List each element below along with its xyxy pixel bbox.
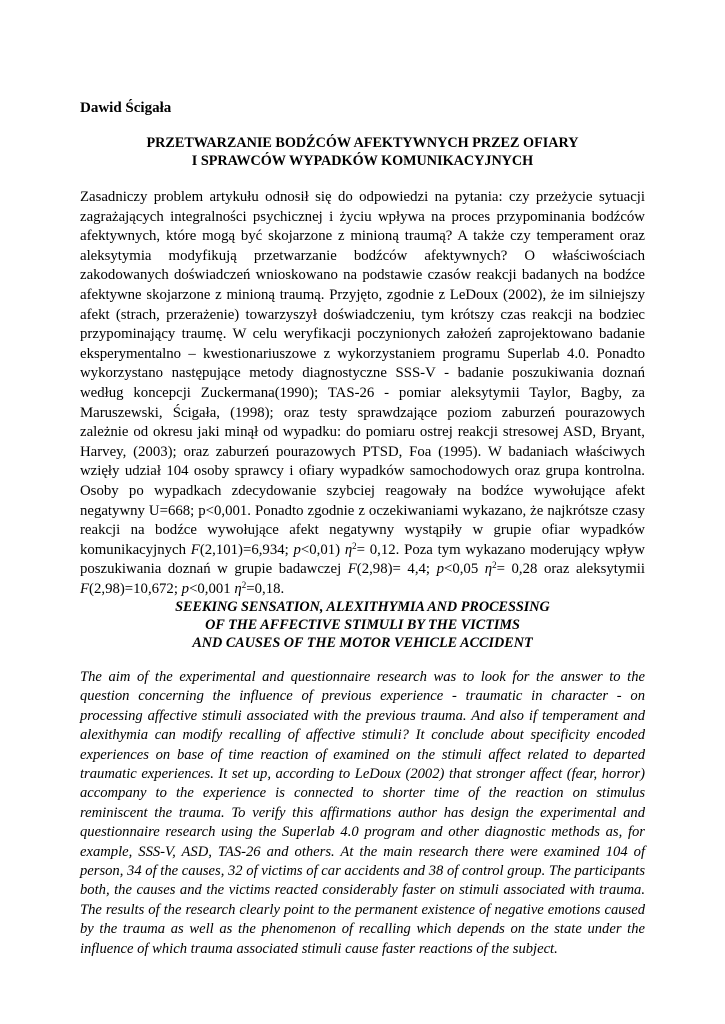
title-polish [80, 134, 645, 170]
stat-f-value: (2,98)= 4,4; [356, 561, 437, 578]
title-english-line-1: SEEKING SENSATION, ALEXITHYMIA AND PROCESSING [175, 599, 550, 615]
title-english-line-2: OF THE AFFECTIVE STIMULI BY THE VICTIMS [205, 617, 520, 633]
stat-eta-exponent: 2 [492, 560, 497, 571]
stat-p-value: <0,001 [189, 580, 235, 597]
title-polish-line-1: PRZETWARZANIE BODŹCÓW AFEKTYWNYCH PRZEZ OFIARY [146, 135, 579, 151]
stat-f-value: (2,101)=6,934; [199, 541, 294, 558]
stat-eta-exponent: 2 [352, 540, 357, 551]
stat-p-symbol: p [293, 541, 301, 558]
author-name: Dawid Ścigała [80, 100, 172, 116]
title-english [80, 598, 645, 652]
stat-f-symbol: F [190, 541, 200, 558]
stat-p-value: <0,05 [443, 561, 485, 578]
stat-eta-symbol: η [234, 580, 242, 597]
abstract-polish-text: Zasadniczy problem artykułu odnosił się do odpowiedzi na pytania: czy przeżycie sytuacji zagrażających integralności psychicznej i życiu wpływa na proces przypominania bodźców afektywnych, które mogą być skojarzone z minioną traumą? A także czy temperament oraz aleksytymia modyfikują przetwarzanie bodźców afektywnych? O właściwościach zakodowanych doświadczeń wnioskowano na podstawie czasów reakcji badanych na bodźce afektywne skojarzone z minioną traumą. Przyjęto, zgodnie z LeDoux (2002), że im silniejszy afekt (strach, przerażenie) towarzyszył doświadczeniu, tym krótszy czas reakcji na bodziec przypominający traumę. W celu weryfikacji poczynionych założeń zaprojektowano badanie eksperymentalno – kwestionariuszowe z wykorzystaniem programu Superlab 4.0. Ponadto wykorzystano następujące metody diagnostyczne SSS-V - badanie poszukiwania doznań według koncepcji Zuckermana(1990); TAS-26 - pomiar aleksytymii Taylor, Bagby, za Maruszewski, Ścigała, (1998); oraz testy sprawdzające poziom zaburzeń pourazowych zależnie od okresu jaki minął od wypadku: do pomiaru ostrej reakcji stresowej ASD, Bryant, Harvey, (2003); oraz zaburzeń pourazowych PTSD, Foa (1995). W badaniach właściwych wzięły udział 104 osoby sprawcy i ofiary wypadków samochodowych oraz grupa kontrolna. Osoby po wypadkach zdecydowanie szybciej reagowały na bodźce wywołujące afekt negatywny U=668; p<0,001. Ponadto zgodnie z oczekiwaniami wykazano, że najkrótsze czasy reakcji na bodźce wywołujące afekt negatywny wystąpiły w grupie ofiar wypadków komunikacyjnych [80, 189, 645, 558]
title-english-line-3: AND CAUSES OF THE MOTOR VEHICLE ACCIDENT [192, 635, 533, 651]
stat-p-symbol: p [181, 580, 190, 597]
abstract-english: The aim of the experimental and questionnaire research was to look for the answer to the question concerning the influence of previous experience - traumatic in character - on processing affective stimuli associated with the previous trauma. And also if temperament and alexithymia can modify recalling of affective stimuli? It conclude about specificity encoded experiences on base of time reaction of examined on the stimuli affect related to departed traumatic experiences. It set up, according to LeDoux (2002) that stronger affect (fear, horror) accompany to the experience is connected to shorter time of the reaction on stimulus reminiscent the trauma. To verify this affirmations author has design the experimental and questionnaire research using the Superlab 4.0 program and other diagnostic methods as, for example, SSS-V, ASD, TAS-26 and others. At the main research there were examined 104 of person, 34 of the causes, 32 of victims of car accidents and 38 of control group. The participants both, the causes and the victims reacted considerably faster on stimuli associated with trauma. The results of the research clearly point to the permanent existence of negative emotions caused by the trauma as well as the phenomenon of recalling which depends on the state under the influence of which trauma associated stimuli cause faster reactions of the subject. [80, 669, 645, 957]
stat-f-symbol: F [347, 561, 357, 578]
stat-eta-value: = 0,28 oraz aleksytymii [496, 561, 645, 578]
title-polish-line-2: I SPRAWCÓW WYPADKÓW KOMUNIKACYJNYCH [191, 153, 534, 169]
stat-eta-exponent: 2 [241, 579, 247, 590]
stat-f-symbol: F [80, 580, 90, 597]
stat-f-value: (2,98)=10,672; [89, 580, 182, 597]
stat-eta-symbol: η [344, 541, 353, 558]
stat-p-symbol: p [436, 561, 444, 578]
stat-eta-value: = 0,12. Poza tym wykazano moderujący wpływ poszukiwania doznań w grupie badawczej [80, 541, 645, 578]
abstract-polish [80, 188, 645, 599]
stat-p-value: <0,01) [300, 541, 345, 558]
stat-eta-symbol: η [484, 561, 493, 578]
stat-eta-value: =0,18. [246, 580, 285, 597]
